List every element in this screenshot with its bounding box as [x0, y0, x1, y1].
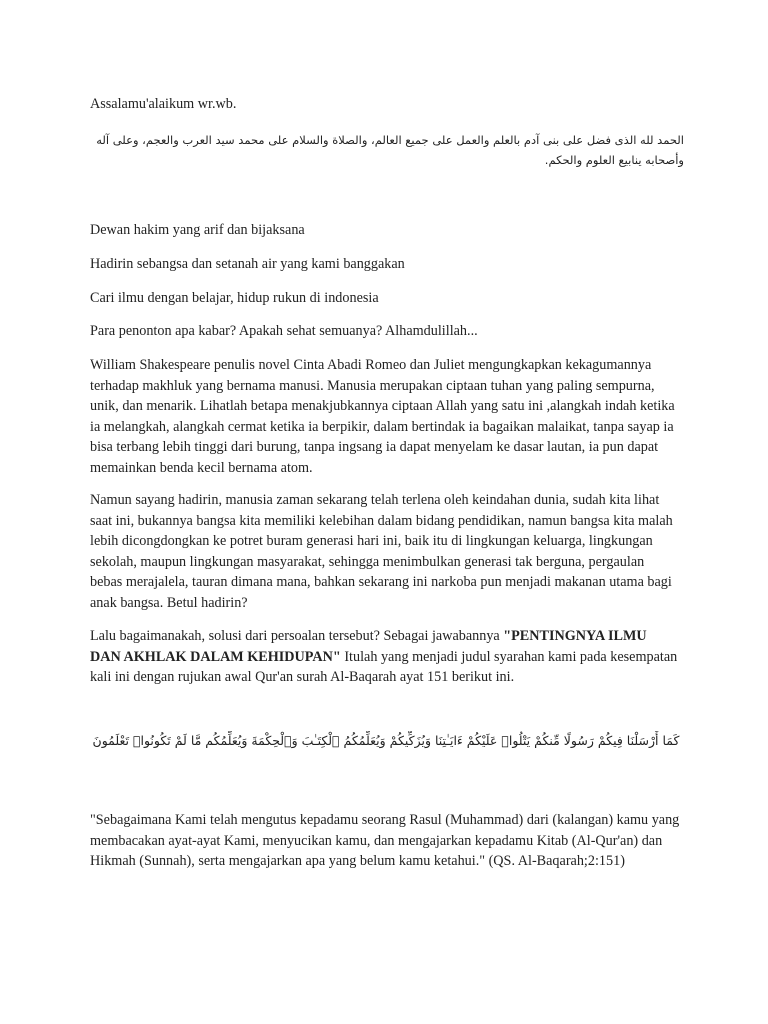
speech-title: "PENTINGNYA ILMU DAN AKHLAK DALAM KEHIDUPAN"	[90, 628, 647, 665]
arabic-opening: الحمد لله الذى فضل على بنى آدم بالعلم والعمل على جميع العالم، والصلاة والسلام على محمد سيد العرب والعجم، وعلى آله وأصحابه ينابيع العلوم والحكم.	[96, 133, 684, 167]
greeting: Assalamu'alaikum wr.wb.	[90, 96, 237, 112]
salutation-3: Cari ilmu dengan belajar, hidup rukun di indonesia	[90, 290, 379, 306]
salutation-1: Dewan hakim yang arif dan bijaksana	[90, 222, 305, 238]
quran-verse: كَمَا أَرْسَلْنَا فِيكُمْ رَسُولًا مِّنكُمْ يَتْلُوا۟ عَلَيْكُمْ ءَايَـٰتِنَا وَيُزَكِّيكُمْ وَيُعَلِّمُكُمُ ٱلْكِتَـٰبَ وَٱلْحِكْمَةَ وَيُعَلِّمُكُم مَّا لَمْ تَكُونُوا۟ تَعْلَمُونَ	[92, 733, 680, 748]
paragraph-solusi-before: Lalu bagaimanakah, solusi dari persoalan tersebut? Sebagai jawabannya	[90, 628, 504, 644]
paragraph-solusi-after: Itulah yang menjadi judul syarahan kami pada kesempatan kali ini dengan rujukan awal Qur'an surah Al-Baqarah ayat 151 berikut ini.	[90, 648, 678, 686]
paragraph-shakespeare: William Shakespeare penulis novel Cinta Abadi Romeo dan Juliet mengungkapkan kekagumannya terhadap makhluk yang bernama manusi. Manusia merupakan ciptaan tuhan yang paling sempurna, unik, dan menarik. Lihatlah betapa menakjubkannya ciptaan Allah yang satu ini ,alangkah indah ketika ia melangkah, alangkah cermat ketika ia berpikir, dalam bertindak ia bagaikan malaikat, tanpa sayap ia bisa terbang lebih tinggi dari burung, tanpa ingsang ia dapat menyelam ke dasar lautan, ia pun dapat memainkan benda kecil bernama atom.	[90, 357, 675, 476]
paragraph-solusi	[90, 626, 680, 688]
salutation-2: Hadirin sebangsa dan setanah air yang kami banggakan	[90, 256, 405, 272]
verse-translation: "Sebagaimana Kami telah mengutus kepadamu seorang Rasul (Muhammad) dari (kalangan) kamu yang membacakan ayat-ayat Kami, menyucikan kamu, dan mengajarkan kepadamu Kitab (Al-Qur'an) dan Hikmah (Sunnah), serta mengajarkan apa yang belum kamu ketahui." (QS. Al-Baqarah;2:151)	[90, 812, 680, 870]
salutation-4: Para penonton apa kabar? Apakah sehat semuanya? Alhamdulillah...	[90, 323, 478, 339]
paragraph-namun-sayang: Namun sayang hadirin, manusia zaman sekarang telah terlena oleh keindahan dunia, sudah kita lihat saat ini, bukannya bangsa kita memiliki kelebihan dalam bidang pendidikan, namun bangsa kita malah lebih dicongdongkan ke potret buram generasi hari ini, baik itu di lingkungan keluarga, lingkungan sekolah, maupun lingkungan masyarakat, sehingga menimbulkan generasi tak berguna, pergaulan bebas merajalela, tauran dimana mana, bahkan sekarang ini narkoba pun menjadi makanan utama bagi anak bangsa. Betul hadirin?	[90, 492, 673, 611]
